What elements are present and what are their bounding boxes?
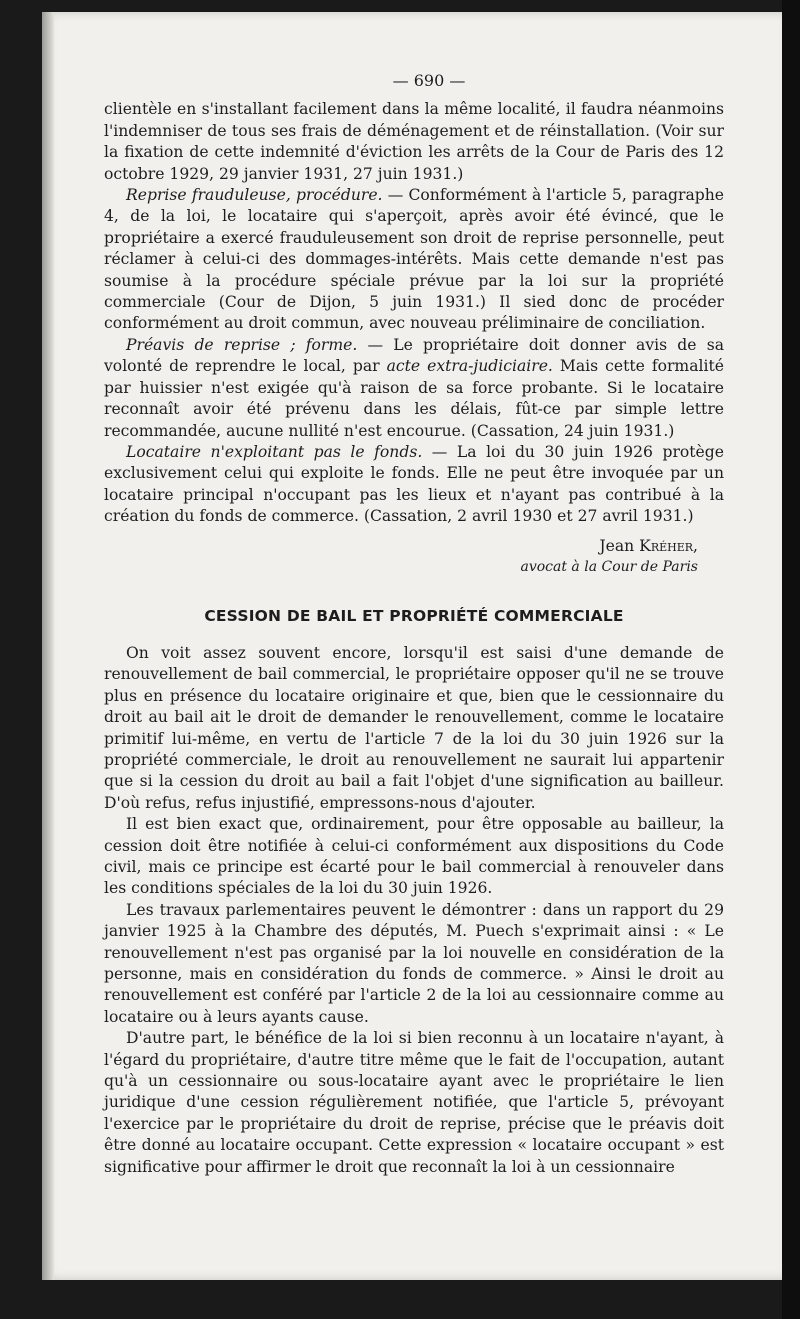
paragraph-body: — La loi du 30 juin 1926 protège exclusivement celui qui exploite le fonds. Elle ne peut être invoquée par un locataire principal n'occupant pas les lieux et n'ayant pas contribué à la création du fonds de commerce. (Cassation, 2 avril 1930 et 27 avril 1931.) bbox=[104, 442, 724, 526]
author-last-name: Kréher, bbox=[639, 536, 698, 555]
paragraph-locataire-n-exploitant bbox=[104, 442, 724, 528]
paragraph-heading: Reprise frauduleuse, procédure. bbox=[126, 186, 383, 205]
author-name bbox=[104, 536, 698, 557]
paragraph-body-cont: Mais cette formalité par huissier n'est exigée qu'à raison de sa force probante. Si le locataire reconnaît avoir été prévenu dans les délais, fût-ce par simple lettre recommandée, aucune nullité n'est encourue. (Cassation, 24 juin 1931.) bbox=[104, 357, 724, 440]
paragraph-body: — Conformément à l'article 5, paragraphe 4, de la loi, le locataire qui s'aperçoit, après avoir été évincé, que le propriétaire a exercé frauduleusement son droit de reprise personnelle, peut réclamer à celui-ci des dommages-intérêts. Mais cette demande n'est pas soumise à la procédure spéciale prévue par la loi sur la propriété commerciale (Cour de Dijon, 5 juin 1931.) Il sied donc de procéder conformément au droit commun, avec nouveau préliminaire de conciliation. bbox=[104, 186, 724, 333]
paragraph-heading: Préavis de reprise ; forme. bbox=[126, 335, 358, 354]
paragraph-preavis-de-reprise bbox=[104, 335, 724, 442]
paragraph-body: — Le propriétaire doit donner avis de sa volonté de reprendre le local, par bbox=[104, 335, 724, 376]
author-role: avocat à la Cour de Paris bbox=[520, 558, 698, 575]
section-paragraph: On voit assez souvent encore, lorsqu'il est saisi d'une demande de renouvellement de bail commercial, le propriétaire opposer qu'il ne se trouve plus en présence du locataire originaire et que, bien que le cessionnaire du droit au bail ait le droit de demander le renouvellement, comme le locataire primitif lui-même, en vertu de l'article 7 de la loi du 30 juin 1926 sur la propriété commerciale, le droit au renouvellement ne saurait lui appartenir que si la cession du droit au bail a fait l'objet d'une signification au bailleur. D'où refus, refus injustifié, empressons-nous d'ajouter. bbox=[104, 643, 724, 812]
page-content bbox=[104, 70, 724, 1178]
section-paragraph: D'autre part, le bénéfice de la loi si bien reconnu à un locataire n'ayant, à l'égard du propriétaire, d'autre titre même que le fait de l'occupation, autant qu'à un cessionnaire ou sous-locataire ayant avec le propriétaire le lien juridique d'une cession régulièrement notifiée, que l'article 5, prévoyant l'exercice par le propriétaire du droit de reprise, précise que le préavis doit être donné au locataire occupant. Cette expression « locataire occupant » est significative pour affirmer le droit que reconnaît la loi à un cessionnaire bbox=[104, 1029, 724, 1176]
scan-edge bbox=[782, 0, 800, 1319]
paragraph-emphasis: acte extra-judiciaire. bbox=[386, 357, 553, 376]
author-first-name: Jean bbox=[599, 536, 635, 555]
section-paragraph: Il est bien exact que, ordinairement, pour être opposable au bailleur, la cession doit être notifiée à celui-ci conformément aux dispositions du Code civil, mais ce principe est écarté pour le bail commercial à renouveler dans les conditions spéciales de la loi du 30 juin 1926. bbox=[104, 815, 724, 898]
paragraph-heading: Locataire n'exploitant pas le fonds. bbox=[126, 442, 423, 461]
paragraph-continuation bbox=[104, 99, 724, 185]
page-number: — 690 — bbox=[392, 71, 466, 90]
section-paragraph: Les travaux parlementaires peuvent le démontrer : dans un rapport du 29 janvier 1925 à la Chambre des députés, M. Puech s'exprimait ainsi : « Le renouvellement n'est pas organisé par la loi nouvelle en considération de la personne, mais en considération du fonds de commerce. » Ainsi le droit au renouvellement est conféré par l'article 2 de la loi au cessionnaire comme au locataire ou à leurs ayants cause. bbox=[104, 900, 724, 1026]
page-gutter bbox=[42, 12, 54, 1280]
section-title: CESSION DE BAIL ET PROPRIÉTÉ COMMERCIALE bbox=[204, 606, 624, 625]
author-signature bbox=[104, 536, 724, 578]
paragraph-body: clientèle en s'installant facilement dans la même localité, il faudra néanmoins l'indemniser de tous ses frais de déménagement et de réinstallation. (Voir sur la fixation de cette indemnité d'éviction les arrêts de la Cour de Paris des 12 octobre 1929, 29 janvier 1931, 27 juin 1931.) bbox=[104, 100, 724, 183]
paragraph-reprise-frauduleuse bbox=[104, 185, 724, 335]
